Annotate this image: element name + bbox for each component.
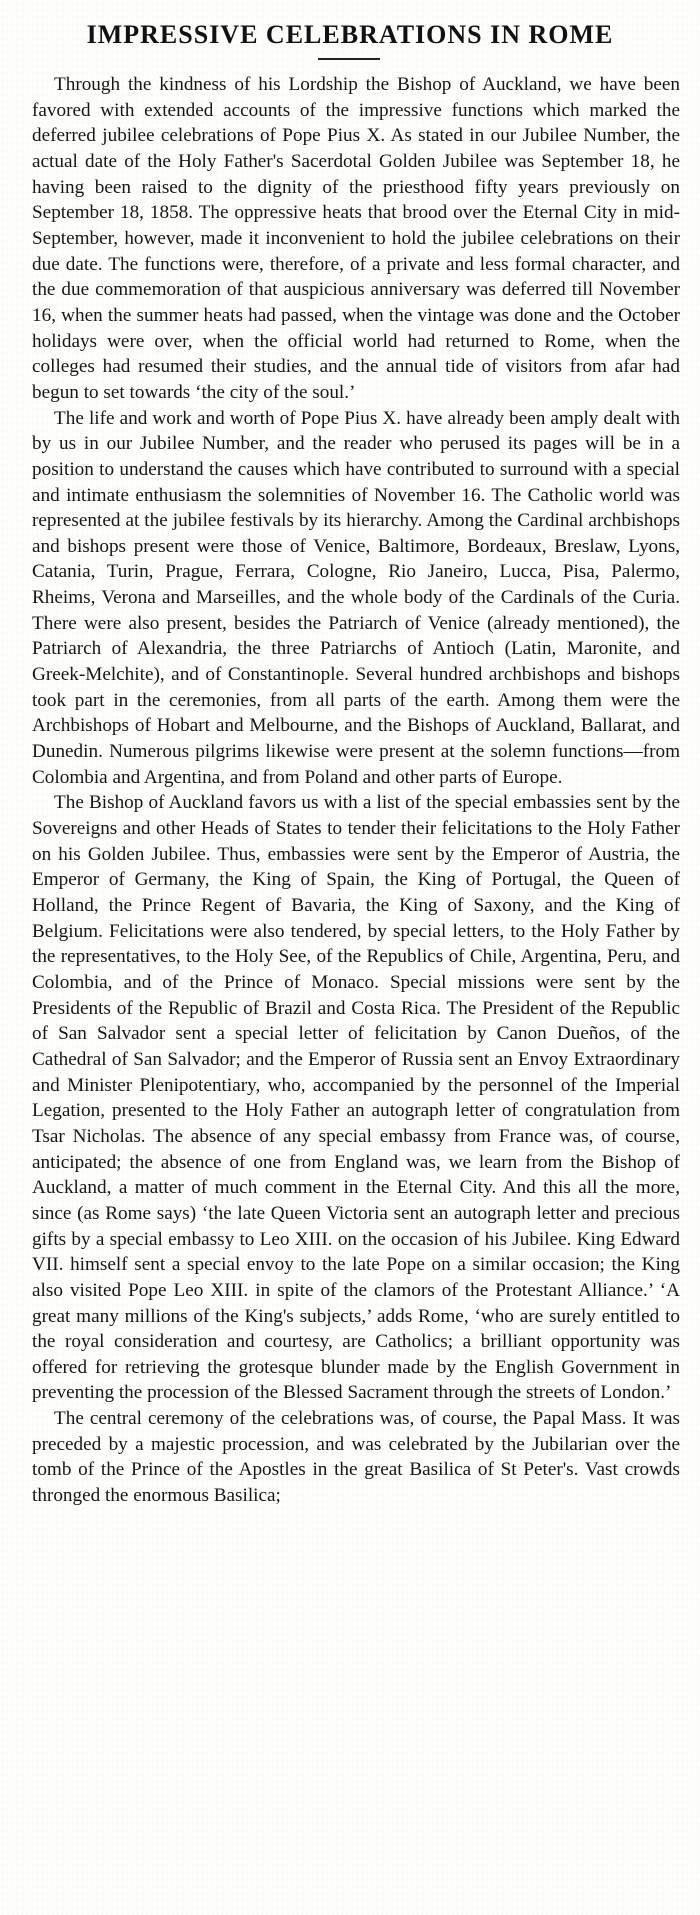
article-paragraph: The Bishop of Auckland favors us with a list of the special embassies sent by the Sovereigns and other Heads of States to tender their felicitations to the Holy Father on his Golden Jubilee. Thus, embassies were sent by the Emperor of Austria, the Emperor of Germany, the King of Spain, the King of Portugal, the Queen of Holland, the Prince Regent of Bavaria, the King of Saxony, and the King of Belgium. Felicitations were also tendered, by special letters, to the Holy Father by the representatives, to the Holy See, of the Republics of Chile, Argentina, Peru, and Colombia, and of the Prince of Monaco. Special missions were sent by the Presidents of the Republic of Brazil and Costa Rica. The President of the Republic of San Salvador sent a special letter of felicitation by Canon Dueños, of the Cathedral of San Salvador; and the Emperor of Russia sent an Envoy Extraordinary and Minister Plenipotentiary, who, accompanied by the personnel of the Imperial Legation, presented to the Holy Father an autograph letter of congratulation from Tsar Nicholas. The absence of any special embassy from France was, of course, anticipated; the absence of one from England was, we learn from the Bishop of Auckland, a matter of much comment in the Eternal City. And this all the more, since (as Rome says) ‘the late Queen Victoria sent an autograph letter and precious gifts by a special embassy to Leo XIII. on the occasion of his Jubilee. King Edward VII. himself sent a special envoy to the late Pope on a similar occasion; the King also visited Pope Leo XIII. in spite of the clamors of the Protestant Alliance.’ ‘A great many millions of the King's subjects,’ adds Rome, ‘who are surely entitled to the royal consideration and courtesy, are Catholics; a brilliant opportunity was offered for retrieving the grotesque blunder made by the English Government in preventing the procession of the Blessed Sacrament through the streets of London.’ <box>32 792 680 1404</box>
article-paragraph: The life and work and worth of Pope Pius X. have already been amply dealt with by us in our Jubilee Number, and the reader who perused its pages will be in a position to understand the causes which have contributed to surround with a special and intimate enthusiasm the solemnities of November 16. The Catholic world was represented at the jubilee festivals by its hierarchy. Among the Cardinal archbishops and bishops present were those of Venice, Baltimore, Bordeaux, Breslaw, Lyons, Catania, Turin, Prague, Ferrara, Cologne, Rio Janeiro, Lucca, Pisa, Palermo, Rheims, Verona and Marseilles, and the whole body of the Cardinals of the Curia. There were also present, besides the Patriarch of Venice (already mentioned), the Patriarch of Alexandria, the three Patriarchs of Antioch (Latin, Maronite, and Greek-Melchite), and of Constantinople. Several hundred archbishops and bishops took part in the ceremonies, from all parts of the earth. Among them were the Archbishops of Hobart and Melbourne, and the Bishops of Auckland, Ballarat, and Dunedin. Numerous pilgrims likewise were present at the solemn functions—from Colombia and Argentina, and from Poland and other parts of Europe. <box>32 407 680 788</box>
article-paragraph: Through the kindness of his Lordship the Bishop of Auckland, we have been favored with extended accounts of the impressive functions which marked the deferred jubilee celebrations of Pope Pius X. As stated in our Jubilee Number, the actual date of the Holy Father's Sacerdotal Golden Jubilee was September 18, he having been raised to the dignity of the priesthood fifty years previously on September 18, 1858. The oppressive heats that brood over the Eternal City in mid-September, however, made it inconvenient to hold the jubilee celebrations on their due date. The functions were, therefore, of a private and less formal character, and the due commemoration of that auspicious anniversary was deferred till November 16, when the summer heats had passed, when the vintage was done and the October holidays were over, when the official world had returned to Rome, when the colleges had resumed their studies, and the annual tide of visitors from afar had begun to set towards ‘the city of the soul.’ <box>32 74 680 403</box>
article-headline: IMPRESSIVE CELEBRATIONS IN ROME <box>86 20 614 49</box>
headline-rule <box>318 58 380 60</box>
article-body <box>32 72 680 1509</box>
article-paragraph: The central ceremony of the celebrations was, of course, the Papal Mass. It was preceded by a majestic procession, and was celebrated by the Jubilarian over the tomb of the Prince of the Apostles in the great Basilica of St Peter's. Vast crowds thronged the enormous Basilica; <box>32 1408 680 1507</box>
